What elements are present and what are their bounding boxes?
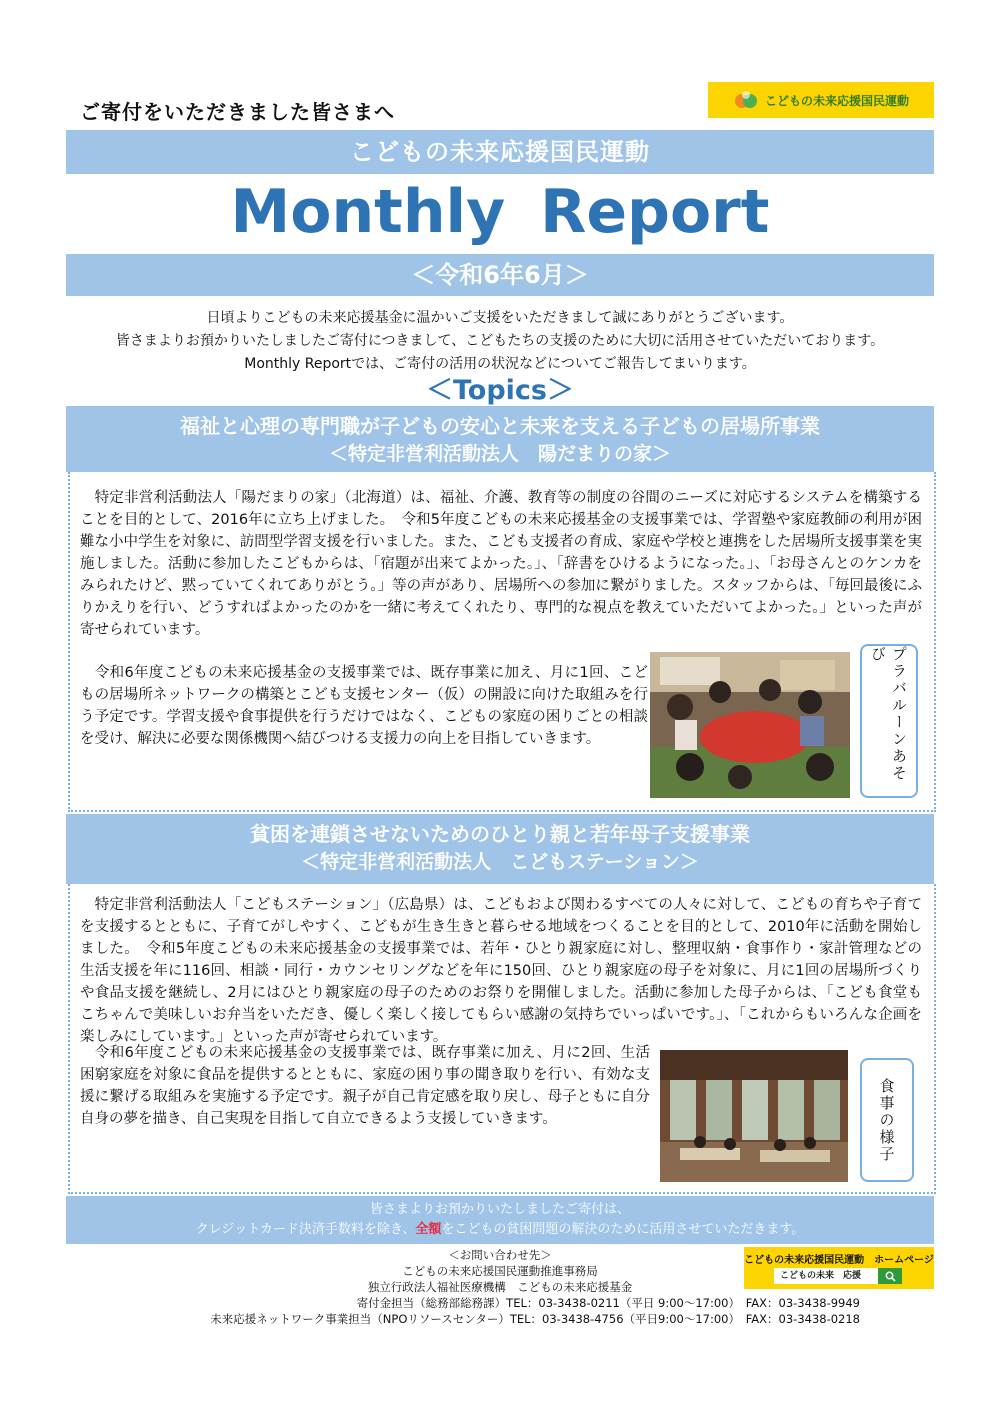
greeting: ご寄付をいただきました皆さまへ: [80, 100, 395, 124]
donation-note-text: クレジットカード決済手数料を除き、: [195, 1222, 416, 1237]
donation-highlight: 全額: [415, 1222, 442, 1237]
contact-network-line: 未来応援ネットワーク事業担当（NPOリソースセンター）TEL：03-3438-4756（平日9:00～17:00） FAX：03-3438-0218: [210, 1312, 860, 1326]
topics-heading: ＜Topics＞: [425, 375, 575, 406]
photo-meal-scene: [660, 1050, 848, 1182]
section-1-header: [66, 406, 934, 472]
report-title: Monthly Report: [230, 177, 770, 247]
section-1-paragraph: 特定非営利活動法人「陽だまりの家」（北海道）は、福祉、介護、教育等の制度の谷間のニーズに対応するシステムを構築することを目的として、2016年に立ち上げました。 令和5年度こどもの未来応援基金の支援事業では、学習塾や家庭教師の利用が困難な小中学生を対象に、訪問型学習支援を行いました。また、こども支援者の育成、家庭や学校と連携をした居場所支援事業を実施しました。活動に参加したこどもからは、「宿題が出来てよかった。」、「辞書をひけるようになった。」、「お母さんとのケンカをみられたけど、黙っていてくれてありがとう。」等の声があり、居場所への参加に繋がりました。スタッフからは、「毎回最後にふりかえりを行い、どうすればよかったのかを一緒に考えてくれたり、専門的な視点を教えていただいてよかった。」といった声が寄せられています。: [80, 490, 922, 638]
photo-caption: 食事の様子: [860, 1058, 914, 1182]
photo-caption: プラバルーンあそび: [860, 644, 918, 798]
logo-label: こどもの未来応援国民運動: [764, 93, 909, 108]
donation-note-line: [66, 1220, 934, 1240]
homepage-search-box[interactable]: [774, 1268, 902, 1284]
donation-note-line: 皆さまよりお預かりいたしましたご寄付は、: [369, 1202, 630, 1217]
intro-text: [66, 307, 934, 376]
section-org: ＜特定非営利活動法人 陽だまりの家＞: [328, 443, 671, 465]
section-2-header: [66, 814, 934, 884]
intro-line: 皆さまよりお預かりいたしましたご寄付につきまして、こどもたちの支援のために大切に活用させていただいております。: [115, 333, 885, 349]
homepage-search-text: こどもの未来 応援: [780, 1271, 862, 1281]
section-2-paragraph: 特定非営利活動法人「こどもステーション」（広島県）は、こどもおよび関わるすべての人々に対して、こどもの育ちや子育てを支援するとともに、子育てがしやすく、こどもが生き生きと暮らせる地域をつくることを目的として、2010年に活動を開始しました。 令和5年度こどもの未来応援基金の支援事業では、若年・ひとり親家庭に対し、整理収納・食事作り・家計管理などの生活支援を年に116回、相談・同行・カウンセリングなどを年に150回、ひとり親家庭の母子を対象に、月に1回の居場所づくりや食品支援を継続し、2月にはひとり親家庭の母子のためのお祭りを開催しました。活動に参加した母子からは、「こども食堂もこちゃんで美味しいお弁当をいただき、優しく楽しく接してもらい感謝の気持ちでいっぱいです。」、「これからもいろんな企画を楽しみにしています。」といった声が寄せられています。: [80, 897, 922, 1045]
contact-office: こどもの未来応援国民運動推進事務局: [402, 1264, 598, 1278]
intro-line: Monthly Reportでは、ご寄付の活用の状況などについてご報告してまいります。: [244, 356, 756, 372]
contact-agency: 独立行政法人福祉医療機構 こどもの未来応援基金: [367, 1280, 633, 1294]
section-1-plan: 令和6年度こどもの未来応援基金の支援事業では、既存事業に加え、月に1回、こどもの居場所ネットワークの構築とこども支援センター（仮）の開設に向けた取組みを行う予定です。学習支援や食事提供を行うだけではなく、こどもの家庭の困りごとの相談を受け、解決に必要な関係機関へ結びつける支援力の向上を目指していきます。: [80, 665, 648, 747]
section-org: ＜特定非営利活動法人 こどもステーション＞: [301, 851, 699, 873]
search-icon[interactable]: [878, 1268, 902, 1284]
photo-balloon-play: [650, 652, 850, 798]
section-title: 貧困を連鎖させないためのひとり親と若年母子支援事業: [250, 822, 750, 846]
contact-heading: ＜お問い合わせ先＞: [448, 1248, 552, 1262]
contact-donation-line: 寄付金担当（総務部総務課）TEL：03-3438-0211（平日 9:00～17:00） FAX：03-3438-9949: [356, 1296, 860, 1310]
campaign-logo: [708, 82, 934, 118]
report-date: ＜令和6年6月＞: [66, 254, 934, 296]
section-2-plan: 令和6年度こどもの未来応援基金の支援事業では、既存事業に加え、月に2回、生活困窮家庭を対象に食品を提供するとともに、家庭の困り事の聞き取りを行い、有効な支援に繋げる取組みを実施する予定です。親子が自己肯定感を取り戻し、母子ともに自分自身の夢を描き、自己実現を目指して自立できるよう支援していきます。: [80, 1045, 650, 1127]
homepage-badge[interactable]: [744, 1247, 934, 1289]
donation-note-text: をこどもの貧困問題の解決のために活用させていただきます。: [441, 1222, 805, 1237]
donation-note-banner: [66, 1196, 934, 1244]
homepage-label: こどもの未来応援国民運動 ホームページ: [744, 1255, 934, 1266]
section-title: 福祉と心理の専門職が子どもの安心と未来を支える子どもの居場所事業: [180, 414, 820, 438]
intro-line: 日頃よりこどもの未来応援基金に温かいご支援をいただきまして誠にありがとうございます。: [206, 310, 794, 326]
campaign-logo-icon: [733, 90, 759, 110]
org-banner: こどもの未来応援国民運動: [66, 130, 934, 174]
